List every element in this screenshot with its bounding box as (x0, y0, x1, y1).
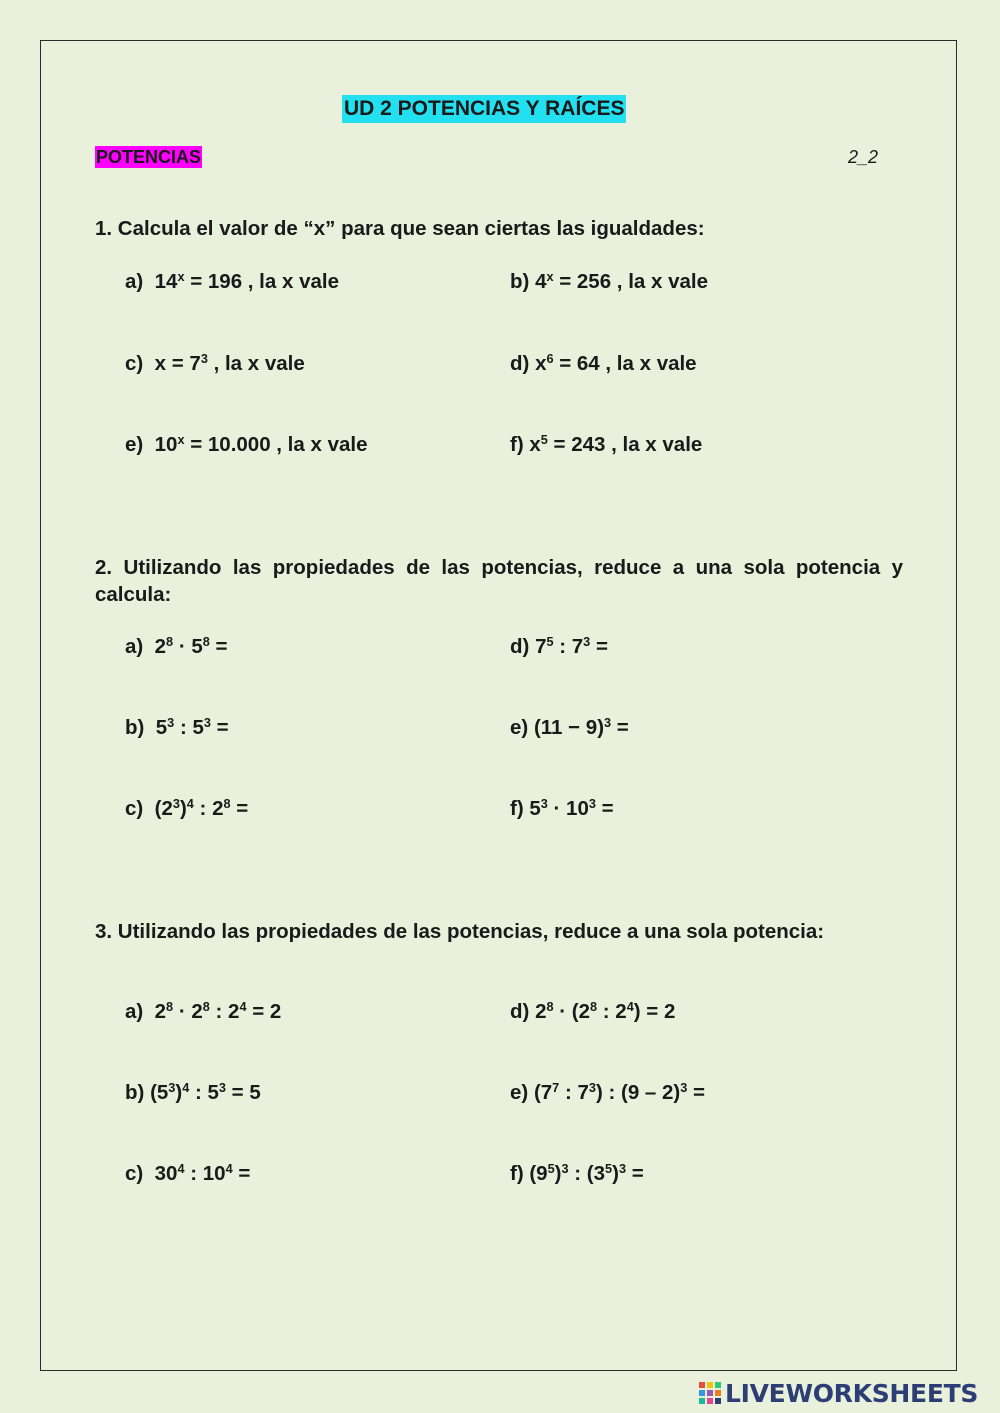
worksheet-code: 2_2 (848, 147, 879, 167)
q3-item-c: c) $30^4$ : $10^4$ = (125, 1161, 251, 1185)
q2-item-c: c) $(2^3)^4$ : $2^8$ = (125, 796, 249, 820)
q2-item-f: f) $5^3 \cdot 10^3$ = (510, 796, 614, 820)
liveworksheets-logo-icon (698, 1381, 722, 1405)
q2-item-d: d) $7^5$ : $7^3$ = (510, 634, 608, 658)
q1-item-a: a) $14^x = 196$ , la x vale (125, 269, 339, 293)
q3-item-b: b) $(5^3)^4$ : $5^3 = 5$ (125, 1080, 261, 1104)
q1-item-e: e) $10^x = 10.000$ , la x vale (125, 432, 368, 456)
q2-item-b: b) $5^3$ : $5^3$ = (125, 715, 229, 739)
page-title: UD 2 POTENCIAS Y RAÍCES (342, 95, 626, 123)
question-1-prompt: 1. Calcula el valor de “x” para que sean ciertas las igualdades: (95, 217, 705, 240)
q3-item-e: e) ($7^7$ : $7^3$) : (9 – 2)$^3$ = (510, 1080, 705, 1104)
q1-item-c: c) $x = 7^3$ , la x vale (125, 351, 305, 375)
q1-item-d: d) $x^6 = 64$ , la x vale (510, 351, 697, 375)
q2-item-e: e) $(11 - 9)^3$ = (510, 715, 629, 739)
section-label: POTENCIAS (96, 147, 202, 167)
liveworksheets-logo (698, 1378, 978, 1408)
q1-item-b: b) $4^x = 256$ , la x vale (510, 269, 708, 293)
liveworksheets-logo-text: LIVEWORKSHEETS (725, 1378, 979, 1408)
q1-item-f: f) $x^5 = 243$ , la x vale (510, 432, 703, 456)
q2-item-a: a) $2^8 \cdot 5^8$ = (125, 634, 228, 658)
q3-item-f: f) $(9^5)^3$ : $(3^5)^3$ = (510, 1161, 644, 1185)
q3-item-d: d) $2^8 \cdot (2^8$ : $2^4) = 2$ (510, 999, 676, 1023)
q3-item-a: a) $2^8 \cdot 2^8$ : $2^4 = 2$ (125, 999, 282, 1023)
question-2-prompt: 2. Utilizando las propiedades de las potencias, reduce a una sola potencia y calcula: (95, 556, 903, 606)
question-3-prompt: 3. Utilizando las propiedades de las potencias, reduce a una sola potencia: (95, 920, 825, 943)
